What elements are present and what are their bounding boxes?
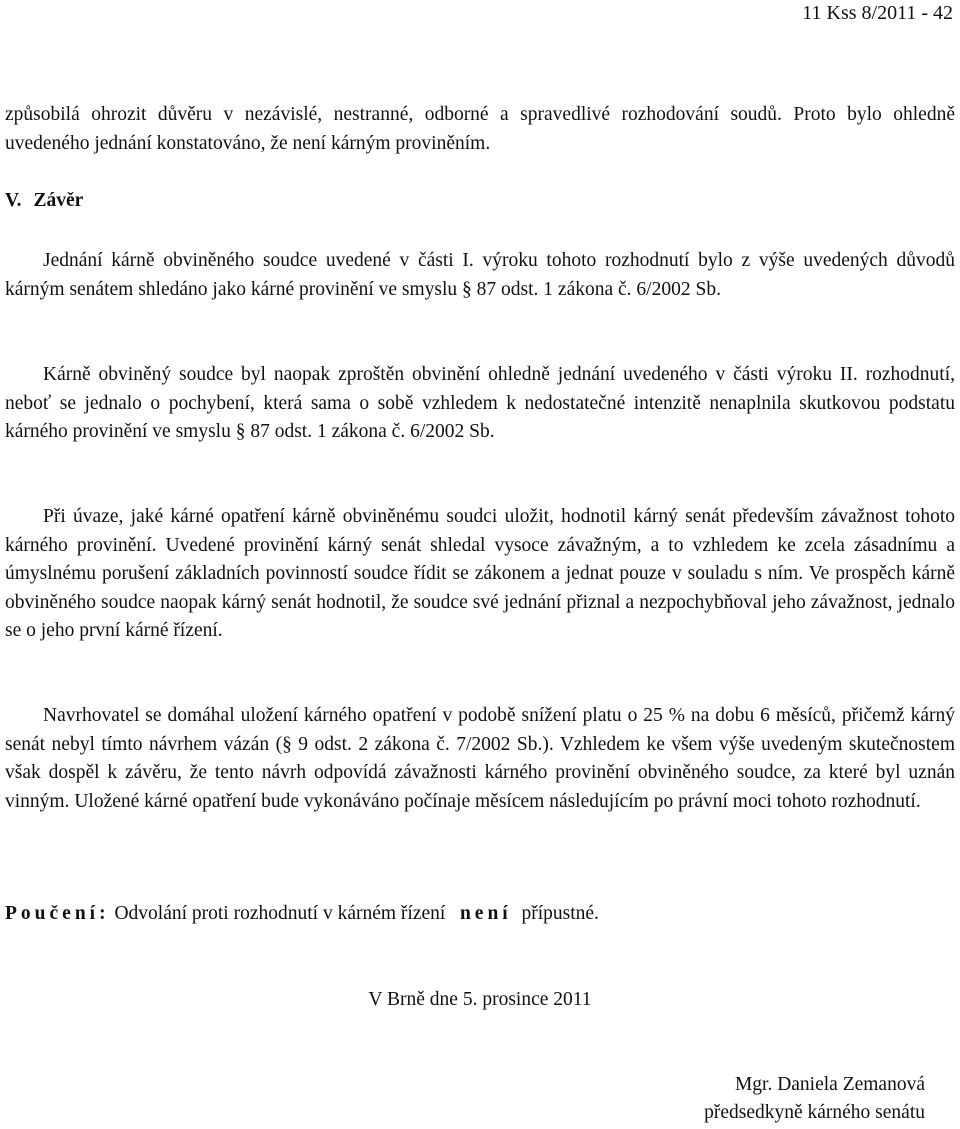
instruction-text: Odvolání proti rozhodnutí v kárném řízení (114, 903, 446, 924)
signature-role: předsedkyně kárného senátu (704, 1102, 925, 1123)
place-date: V Brně dne 5. prosince 2011 (368, 989, 592, 1010)
instruction-label: Poučení: (5, 903, 110, 924)
paragraph-1: způsobilá ohrozit důvěru v nezávislé, nestranné, odborné a spravedlivé rozhodování soudů. Proto bylo ohledně uvedeného jednání konstatováno, že není kárným proviněním. (5, 104, 955, 154)
instruction-line (5, 900, 955, 929)
case-reference: 11 Kss 8/2011 - 42 (802, 2, 953, 24)
signature-block (704, 1071, 925, 1127)
paragraph-3: Kárně obviněný soudce byl naopak zproštěn obvinění ohledně jednání uvedeného v části výroku II. rozhodnutí, neboť se jednalo o pochybení, která sama o sobě vzhledem k nedostatečné intenzitě nenaplnila skutkovou podstatu kárného provinění ve smyslu § 87 odst. 1 zákona č. 6/2002 Sb. (5, 364, 955, 442)
paragraph-4: Při úvaze, jaké kárné opatření kárně obviněnému soudci uložit, hodnotil kárný senát především závažnost tohoto kárného provinění. Uvedené provinění kárný senát shledal vysoce závažným, a to vzhledem ke zcela zásadnímu a úmyslnému porušení základních povinností soudce řídit se zákonem a jednat pouze v souladu s ním. Ve prospěch kárně obviněného soudce naopak kárný senát hodnotil, že soudce své jednání přiznal a nezpochybňoval jeho závažnost, jednalo se o jeho první kárné řízení. (5, 506, 955, 641)
instruction-emphasis: není (459, 903, 512, 924)
paragraph-5: Navrhovatel se domáhal uložení kárného opatření v podobě snížení platu o 25 % na dobu 6 měsíců, přičemž kárný senát nebyl tímto návrhem vázán (§ 9 odst. 2 zákona č. 7/2002 Sb.). Vzhledem ke všem výše uvedeným skutečnostem však dospěl k závěru, že tento návrh odpovídá závažnosti kárného provinění obviněného soudce, za které byl uznán vinným. Uložené kárné opatření bude vykonáváno počínaje měsícem následujícím po právní moci tohoto rozhodnutí. (5, 705, 955, 812)
paragraph-2: Jednání kárně obviněného soudce uvedené v části I. výroku tohoto rozhodnutí bylo z výše uvedených důvodů kárným senátem shledáno jako kárné provinění ve smyslu § 87 odst. 1 zákona č. 6/2002 Sb. (5, 250, 955, 300)
instruction-text-after: přípustné. (521, 903, 599, 924)
signature-name: Mgr. Daniela Zemanová (734, 1074, 925, 1095)
section-heading (5, 187, 955, 216)
section-title: Závěr (33, 190, 84, 211)
section-number: V. (5, 190, 22, 211)
